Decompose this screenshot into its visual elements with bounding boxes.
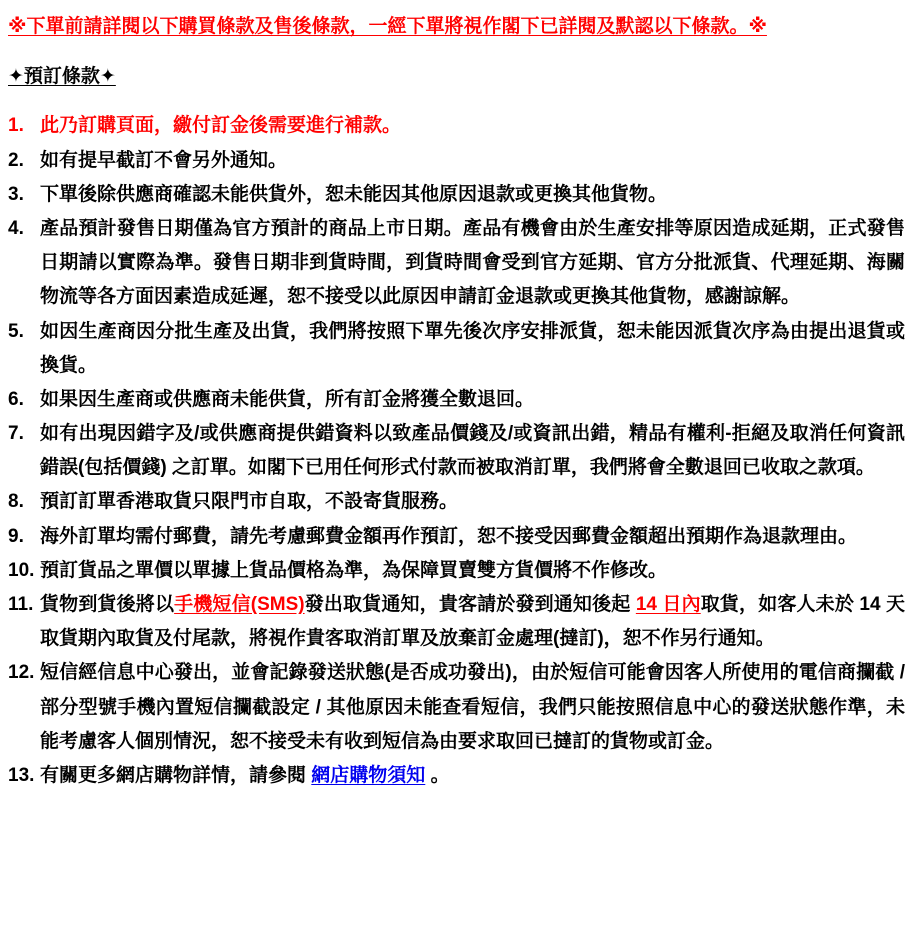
term-number: 2. (8, 149, 24, 171)
term-segment: 預訂貨品之單價以單據上貨品價格為準，為保障買賣雙方貨價將不作修改。 (40, 559, 668, 581)
term-item (8, 656, 905, 759)
term-segment: 下單後除供應商確認未能供貨外，恕未能因其他原因退款或更換其他貨物。 (40, 183, 668, 205)
term-text (40, 485, 905, 519)
term-item (8, 144, 905, 178)
term-item (8, 485, 905, 519)
term-segment: 。 (425, 764, 450, 786)
highlighted-term-text: 14 日內 (635, 594, 701, 615)
term-segment: 產品預計發售日期僅為官方預計的商品上市日期。產品有機會由於生產安排等原因造成延期，正式發售日期請以實際為準。發售日期非到貨時間，到貨時間會受到官方延期、官方分批派貨、代理延期、海關物流等各方面因素造成延遲，恕不接受以此原因申請訂金退款或更換其他貨物，感謝諒解。 (40, 217, 905, 308)
term-number: 3. (8, 183, 24, 205)
term-item (8, 383, 905, 417)
term-item (8, 520, 905, 554)
term-segment: 如有出現因錯字及/或供應商提供錯資料以致產品價錢及/或資訊出錯，精品有權利-拒絕及取消任何資訊錯誤(包括價錢) 之訂單。如閣下已用任何形式付款而被取消訂單，我們將會全數退回已收取之款項。 (40, 423, 905, 479)
term-item (8, 178, 905, 212)
term-segment: 如因生產商因分批生產及出貨，我們將按照下單先後次序安排派貨，恕未能因派貨次序為由提出退貨或換貨。 (40, 320, 905, 376)
term-number: 10. (8, 559, 35, 581)
term-text (40, 144, 905, 178)
term-text (40, 656, 905, 759)
term-item (8, 315, 905, 383)
term-item (8, 109, 905, 143)
highlighted-term-text: 手機短信(SMS) (174, 594, 305, 615)
term-item (8, 588, 905, 656)
term-segment: 短信經信息中心發出，並會記錄發送狀態(是否成功發出)，由於短信可能會因客人所使用的電信商攔截 / 部分型號手機內置短信攔截設定 / 其他原因未能查看短信，我們只能按照信息中心的發送狀態作準，未能考慮客人個別情況，恕不接受未有收到短信為由要求取回已撻訂的貨物或訂金。 (40, 662, 905, 752)
term-number: 6. (8, 388, 24, 410)
term-text (40, 109, 905, 143)
term-segment: 預訂訂單香港取貨只限門市自取，不設寄貨服務。 (40, 491, 459, 513)
term-item (8, 554, 905, 588)
term-item (8, 759, 905, 793)
term-segment: 此乃訂購頁面，繳付訂金後需要進行補款。 (40, 115, 402, 137)
term-number: 9. (8, 525, 24, 547)
shop-guide-link[interactable]: 網店購物須知 (311, 764, 426, 786)
term-segment: 有關更多網店購物詳情，請參閱 (40, 764, 312, 786)
term-item (8, 212, 905, 315)
term-number: 1. (8, 115, 24, 137)
term-text (40, 759, 905, 793)
preorder-terms-title: ✦預訂條款✦ (8, 66, 116, 88)
term-text (40, 417, 905, 485)
term-number: 5. (8, 320, 24, 342)
term-segment: 發出取貨通知，貴客請於發到通知後起 (304, 594, 636, 615)
term-segment: 貨物到貨後將以 (40, 594, 175, 615)
term-text (40, 178, 905, 212)
term-number: 8. (8, 491, 24, 513)
term-text (40, 520, 905, 554)
term-text (40, 315, 905, 383)
term-text (40, 588, 905, 656)
term-segment: 如果因生產商或供應商未能供貨，所有訂金將獲全數退回。 (40, 388, 535, 410)
term-segment: 取貨，如客人未於 14 天取貨期內取貨及付尾款，將視作貴客取消訂單及放棄訂金處理(撻訂)，恕不作另行通知。 (40, 594, 905, 650)
term-number: 4. (8, 217, 24, 239)
purchase-notice-banner: ※下單前請詳閱以下購買條款及售後條款，一經下單將視作閣下已詳閱及默認以下條款。※ (8, 16, 767, 37)
term-segment: 海外訂單均需付郵費，請先考慮郵費金額再作預訂，恕不接受因郵費金額超出預期作為退款理由。 (40, 525, 858, 547)
term-number: 7. (8, 423, 24, 445)
term-number: 13. (8, 764, 35, 786)
term-number: 11. (8, 594, 34, 615)
term-text (40, 383, 905, 417)
terms-list (8, 109, 905, 793)
term-text (40, 554, 905, 588)
term-number: 12. (8, 662, 35, 684)
term-text (40, 212, 905, 315)
term-segment: 如有提早截訂不會另外通知。 (40, 149, 288, 171)
term-item (8, 417, 905, 485)
